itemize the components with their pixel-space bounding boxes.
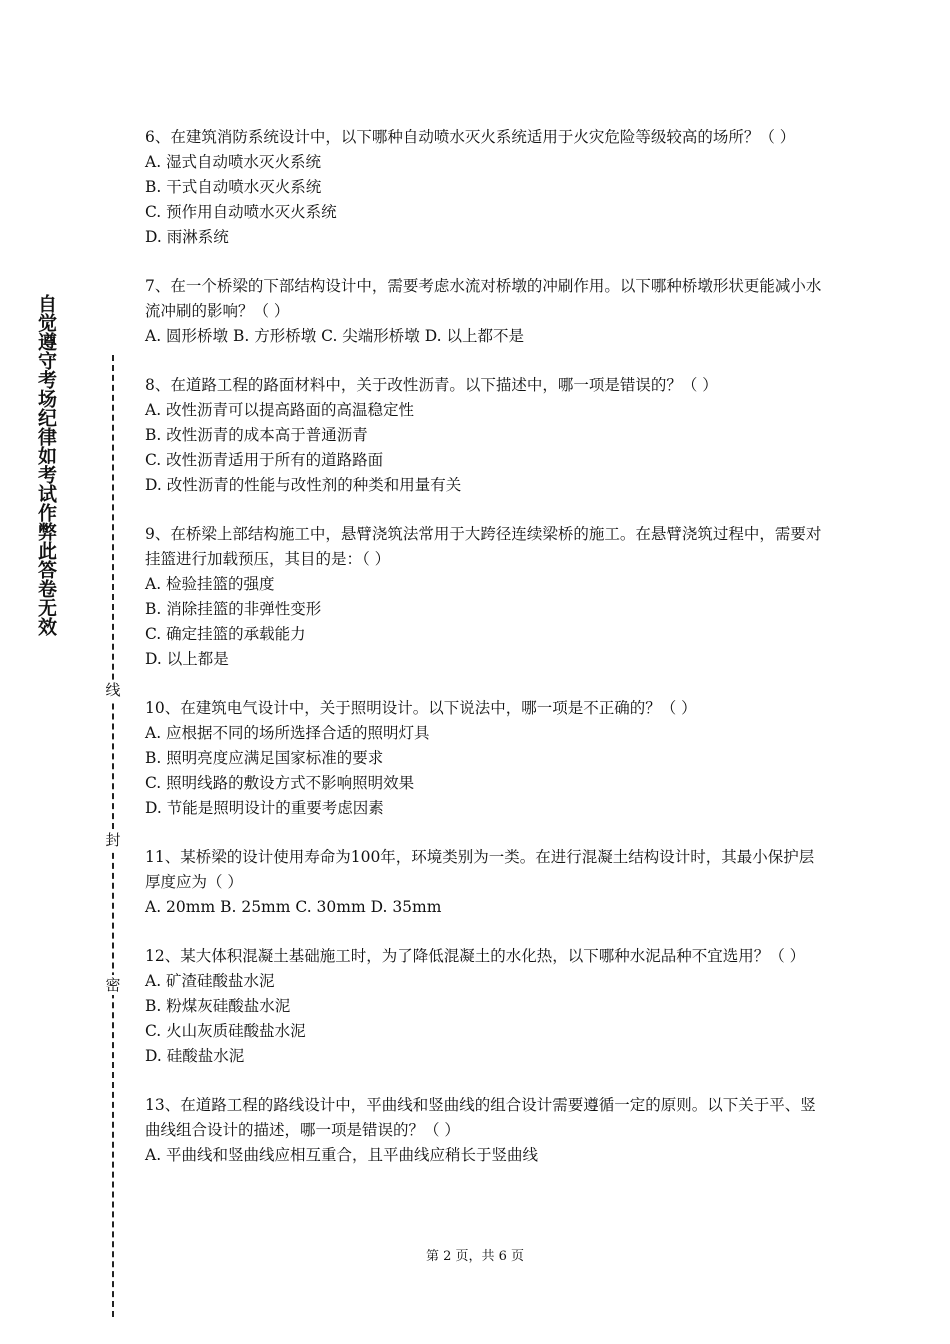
page-number: 第 2 页，共 6 页 (425, 1249, 525, 1264)
question-7 (145, 274, 825, 349)
option-d: D. 以上都是 (145, 650, 229, 668)
question-stem: 12、某大体积混凝土基础施工时，为了降低混凝土的水化热，以下哪种水泥品种不宜选用？（ ） (145, 947, 806, 965)
option-a: A. 检验挂篮的强度 (145, 575, 275, 593)
options-inline: A. 20mm B. 25mm C. 30mm D. 35mm (145, 898, 442, 916)
question-8 (145, 373, 825, 498)
option-d: D. 硅酸盐水泥 (145, 1047, 245, 1065)
option-b: B. 粉煤灰硅酸盐水泥 (145, 997, 291, 1015)
option-a: A. 改性沥青可以提高路面的高温稳定性 (145, 401, 415, 419)
option-c: C. 照明线路的敷设方式不影响照明效果 (145, 774, 415, 792)
option-d: D. 改性沥青的性能与改性剂的种类和用量有关 (145, 476, 462, 494)
question-9 (145, 522, 825, 672)
question-stem: 9、在桥梁上部结构施工中，悬臂浇筑法常用于大跨径连续梁桥的施工。在悬臂浇筑过程中，需要对挂篮进行加载预压，其目的是：（ ） (145, 525, 822, 568)
option-b: B. 改性沥青的成本高于普通沥青 (145, 426, 368, 444)
binding-mark-seal: 封 (105, 831, 121, 849)
question-10 (145, 696, 825, 821)
question-13 (145, 1093, 825, 1168)
question-stem: 8、在道路工程的路面材料中，关于改性沥青。以下描述中，哪一项是错误的？（ ） (145, 376, 718, 394)
question-stem: 7、在一个桥梁的下部结构设计中，需要考虑水流对桥墩的冲刷作用。以下哪种桥墩形状更能减小水流冲刷的影响？（ ） (145, 277, 822, 320)
option-c: C. 确定挂篮的承载能力 (145, 625, 306, 643)
question-11 (145, 845, 825, 920)
options-inline: A. 圆形桥墩 B. 方形桥墩 C. 尖端形桥墩 D. 以上都不是 (145, 327, 524, 345)
binding-mark-secret: 密 (105, 976, 121, 994)
option-a: A. 平曲线和竖曲线应相互重合，且平曲线应稍长于竖曲线 (145, 1146, 539, 1164)
option-a: A. 矿渣硅酸盐水泥 (145, 972, 275, 990)
question-stem: 11、某桥梁的设计使用寿命为100年，环境类别为一类。在进行混凝土结构设计时，其最小保护层厚度应为（ ） (145, 848, 815, 891)
question-stem: 13、在道路工程的路线设计中，平曲线和竖曲线的组合设计需要遵循一定的原则。以下关于平、竖曲线组合设计的描述，哪一项是错误的？（ ） (145, 1096, 816, 1139)
option-a: A. 应根据不同的场所选择合适的照明灯具 (145, 724, 430, 742)
option-c: C. 改性沥青适用于所有的道路路面 (145, 451, 384, 469)
option-c: C. 火山灰质硅酸盐水泥 (145, 1022, 306, 1040)
question-12 (145, 944, 825, 1069)
option-b: B. 消除挂篮的非弹性变形 (145, 600, 322, 618)
option-d: D. 雨淋系统 (145, 228, 229, 246)
question-6 (145, 125, 825, 250)
option-b: B. 照明亮度应满足国家标准的要求 (145, 749, 384, 767)
option-c: C. 预作用自动喷水灭火系统 (145, 203, 337, 221)
question-stem: 6、在建筑消防系统设计中，以下哪种自动喷水灭火系统适用于火灾危险等级较高的场所？（ ） (145, 128, 796, 146)
option-a: A. 湿式自动喷水灭火系统 (145, 153, 322, 171)
question-stem: 10、在建筑电气设计中，关于照明设计。以下说法中，哪一项是不正确的？（ ） (145, 699, 697, 717)
exam-rules-note: 自觉遵守考场纪律如考试作弊此答卷无效 (35, 294, 57, 636)
option-d: D. 节能是照明设计的重要考虑因素 (145, 799, 384, 817)
binding-mark-line: 线 (105, 681, 121, 699)
question-list (145, 125, 825, 1192)
option-b: B. 干式自动喷水灭火系统 (145, 178, 322, 196)
